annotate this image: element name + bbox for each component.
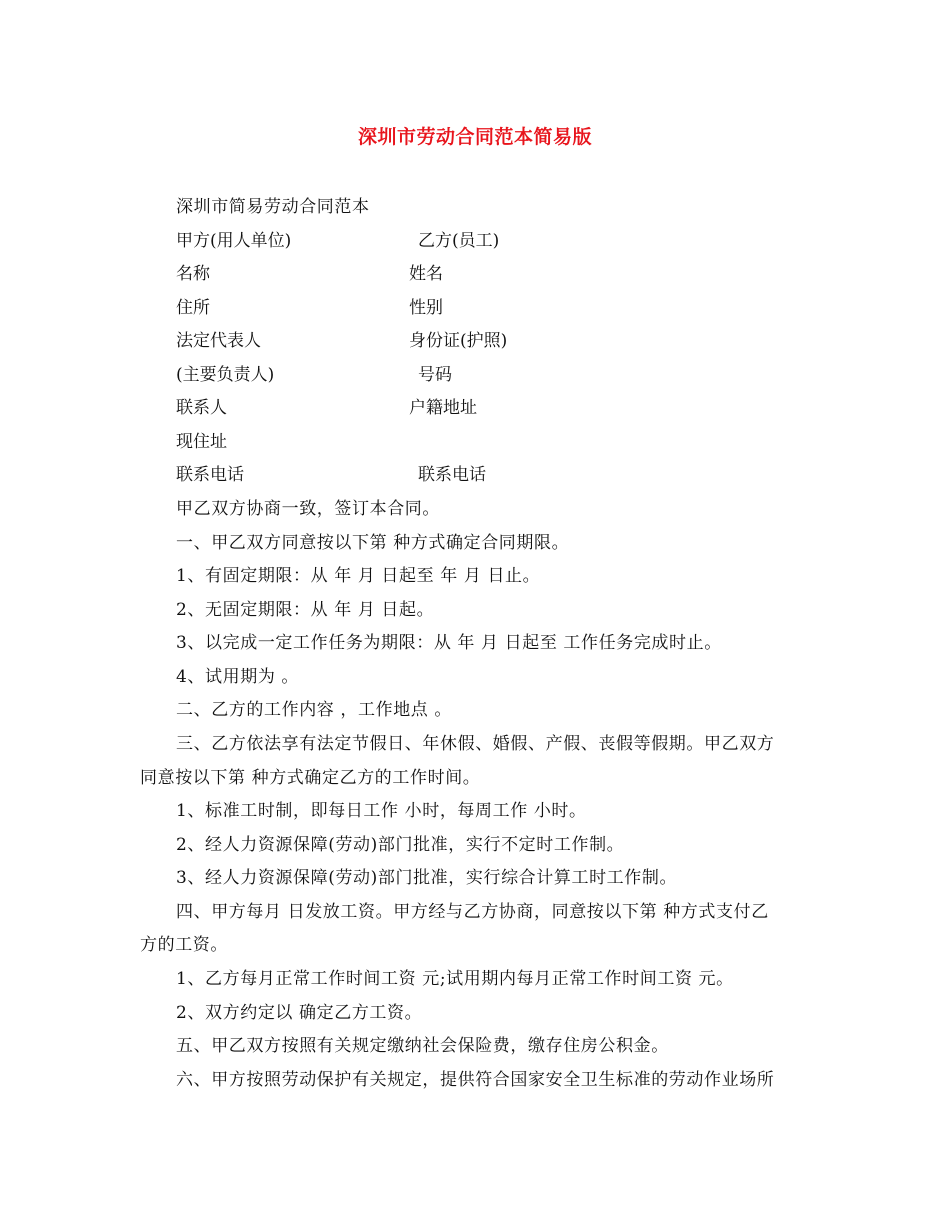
clause-line: 3、经人力资源保障(劳动)部门批准，实行综合计算工时工作制。 (176, 868, 678, 888)
clause-line: 4、试用期为 。 (176, 667, 300, 687)
field-label-left: 法定代表人 (176, 331, 261, 351)
clause-line-continued: 同意按以下第 种方式确定乙方的工作时间。 (140, 768, 481, 788)
clause-line: 六、甲方按照劳动保护有关规定，提供符合国家安全卫生标准的劳动作业场所 (176, 1070, 775, 1090)
field-label-right: 联系电话 (418, 465, 486, 485)
field-label-left: 名称 (176, 264, 210, 284)
clause-line: 1、有固定期限：从 年 月 日起至 年 月 日止。 (176, 566, 541, 586)
clause-line: 甲乙双方协商一致，签订本合同。 (176, 499, 440, 519)
field-label-right: 姓名 (409, 264, 443, 284)
clause-line: 3、以完成一定工作任务为期限：从 年 月 日起至 工作任务完成时止。 (176, 633, 722, 653)
field-label-left: (主要负责人) (176, 365, 275, 385)
clause-line: 1、乙方每月正常工作时间工资 元;试用期内每月正常工作时间工资 元。 (176, 969, 734, 989)
party-a-label: 甲方(用人单位) (176, 231, 292, 251)
field-label-right: 性别 (409, 298, 443, 318)
field-label-right: 号码 (418, 365, 452, 385)
field-label-right: 户籍地址 (409, 398, 477, 418)
contract-heading: 深圳市简易劳动合同范本 (176, 197, 370, 217)
party-b-label: 乙方(员工) (418, 231, 500, 251)
clause-line: 2、双方约定以 确定乙方工资。 (176, 1003, 423, 1023)
field-label-left: 现住址 (176, 432, 227, 452)
field-label-left: 住所 (176, 298, 210, 318)
field-label-left: 联系电话 (176, 465, 244, 485)
clause-line: 2、经人力资源保障(劳动)部门批准，实行不定时工作制。 (176, 835, 625, 855)
clause-line: 三、乙方依法享有法定节假日、年休假、婚假、产假、丧假等假期。甲乙双方 (176, 734, 775, 754)
field-label-right: 身份证(护照) (409, 331, 508, 351)
clause-line: 一、甲乙双方同意按以下第 种方式确定合同期限。 (176, 533, 570, 553)
clause-line-continued: 方的工资。 (140, 935, 228, 955)
clause-line: 五、甲乙双方按照有关规定缴纳社会保险费，缴存住房公积金。 (176, 1036, 669, 1056)
clause-line: 1、标准工时制，即每日工作 小时，每周工作 小时。 (176, 801, 587, 821)
clause-line: 二、乙方的工作内容 ，工作地点 。 (176, 700, 453, 720)
clause-line: 2、无固定期限：从 年 月 日起。 (176, 600, 435, 620)
clause-line: 四、甲方每月 日发放工资。甲方经与乙方协商，同意按以下第 种方式支付乙 (176, 902, 769, 922)
field-label-left: 联系人 (176, 398, 227, 418)
document-title: 深圳市劳动合同范本简易版 (357, 126, 592, 148)
